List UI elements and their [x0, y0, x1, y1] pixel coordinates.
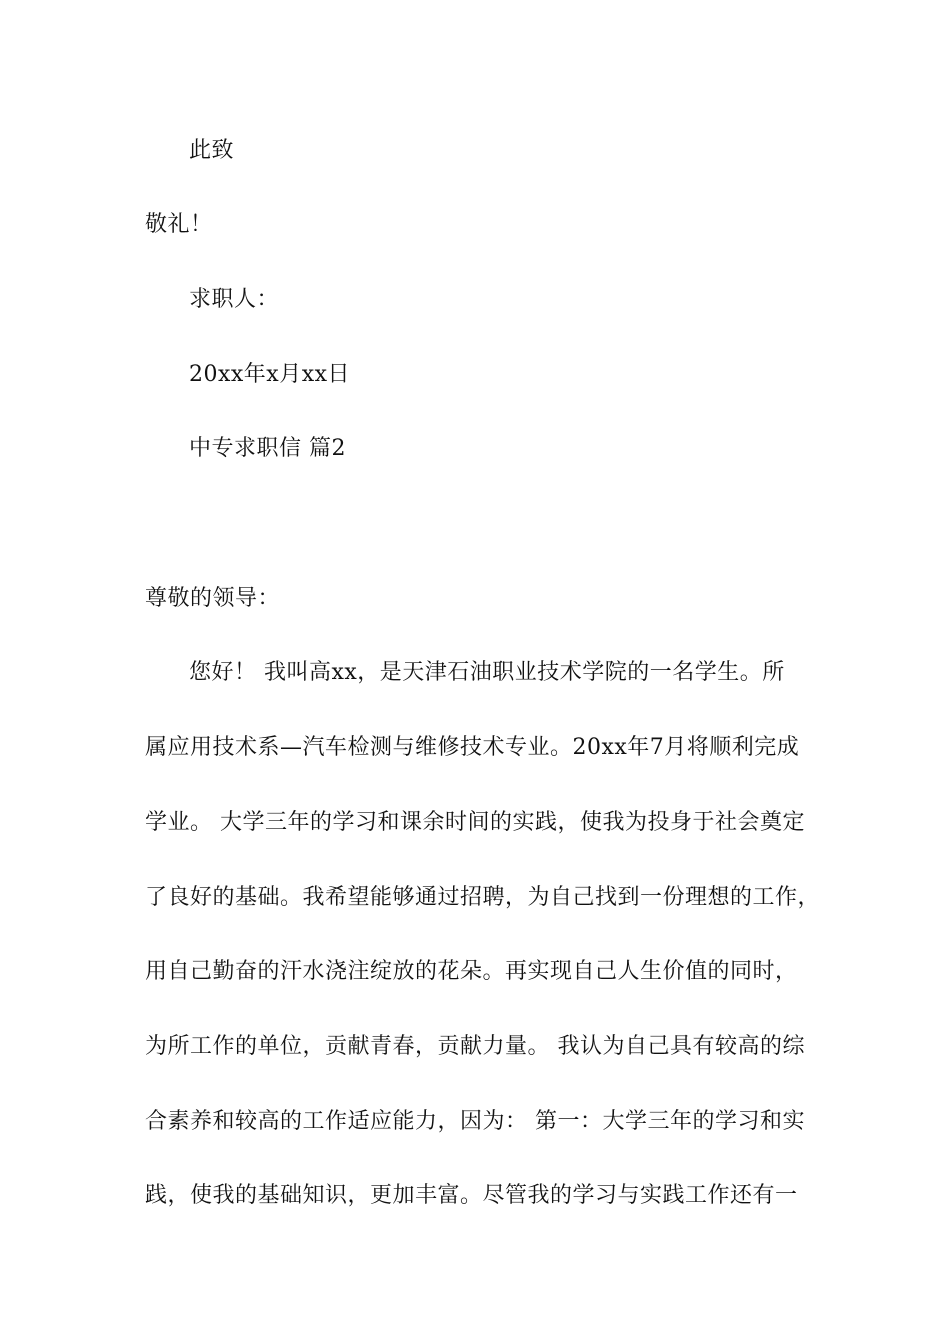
body-line: 了良好的基础。我希望能够通过招聘，为自己找到一份理想的工作，	[145, 885, 821, 910]
body-line: 学业。 大学三年的学习和课余时间的实践，使我为投身于社会奠定	[145, 810, 805, 835]
body-line: 践，使我的基础知识，更加丰富。尽管我的学习与实践工作还有一	[145, 1183, 798, 1208]
body-line: 属应用技术系—汽车检测与维修技术专业。20xx年7月将顺利完成	[145, 735, 800, 760]
closing-salutation: 此致	[189, 138, 235, 163]
body-line: 您好！ 我叫高xx，是天津石油职业技术学院的一名学生。所	[189, 660, 785, 685]
body-line: 合素养和较高的工作适应能力，因为： 第一：大学三年的学习和实	[145, 1109, 805, 1134]
closing-regards: 敬礼！	[145, 212, 213, 237]
applicant-label: 求职人：	[189, 287, 280, 312]
letter-date: 20xx年x月xx日	[189, 362, 351, 387]
greeting: 尊敬的领导：	[145, 586, 281, 611]
section-title: 中专求职信 篇2	[189, 436, 346, 461]
body-line: 用自己勤奋的汗水浇注绽放的花朵。再实现自己人生价值的同时，	[145, 959, 798, 984]
body-line: 为所工作的单位，贡献青春，贡献力量。 我认为自己具有较高的综	[145, 1034, 805, 1059]
